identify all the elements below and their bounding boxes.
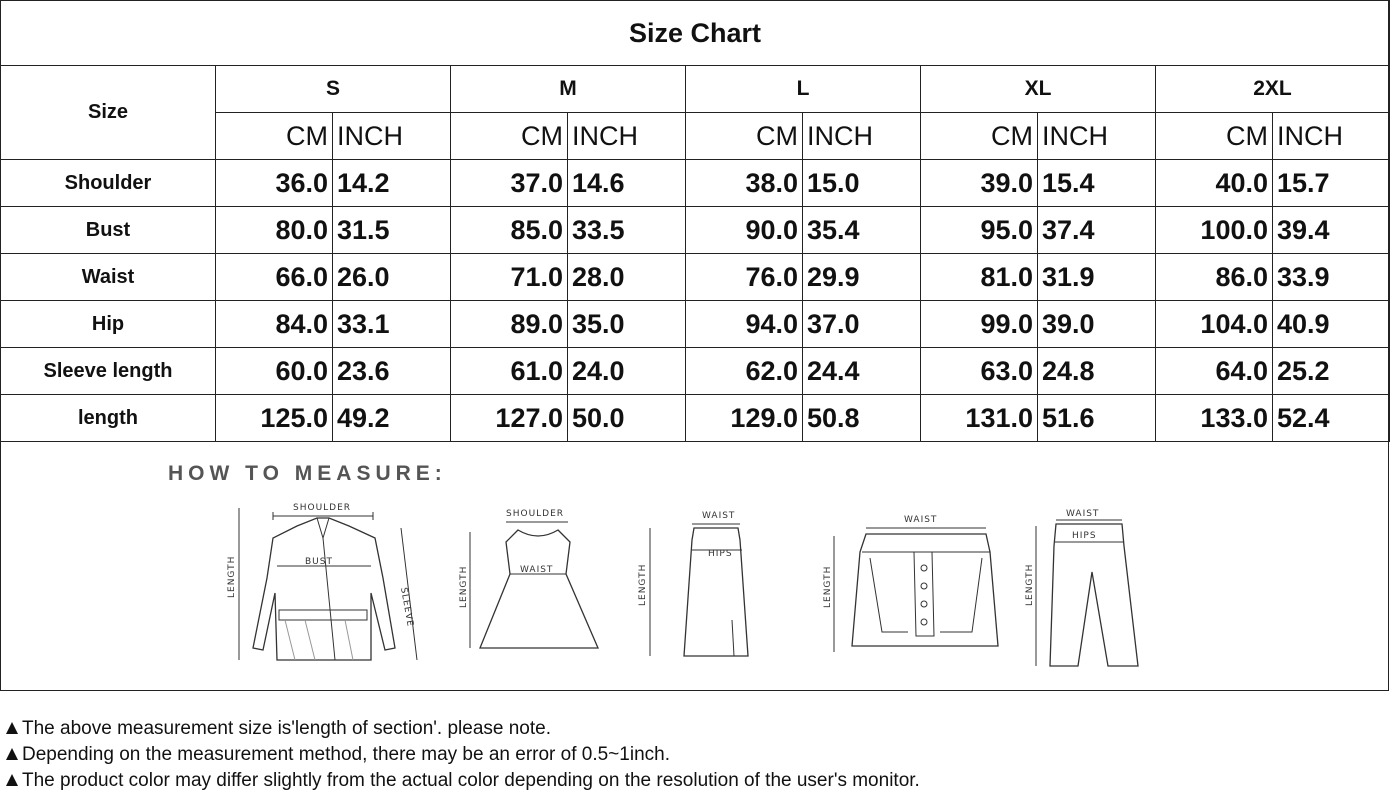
cm-value: 84.0 xyxy=(216,301,333,348)
inch-value: 14.6 xyxy=(568,160,686,207)
inch-value: 33.1 xyxy=(333,301,451,348)
inch-value: 24.0 xyxy=(568,348,686,395)
cm-value: 90.0 xyxy=(686,207,803,254)
cm-value: 127.0 xyxy=(451,395,568,442)
cm-value: 94.0 xyxy=(686,301,803,348)
skirt-waist-label: WAIST xyxy=(702,511,736,521)
cm-value: 62.0 xyxy=(686,348,803,395)
note-item: The above measurement size is'length of section'. please note. xyxy=(6,716,920,742)
unit-inch: INCH xyxy=(568,113,686,160)
cm-value: 81.0 xyxy=(921,254,1038,301)
inch-value: 24.4 xyxy=(803,348,921,395)
skirt-length-label: LENGTH xyxy=(638,563,648,606)
cm-value: 104.0 xyxy=(1156,301,1273,348)
triangle-bullet-icon xyxy=(6,722,18,734)
cm-value: 36.0 xyxy=(216,160,333,207)
inch-value: 39.0 xyxy=(1038,301,1156,348)
inch-value: 40.9 xyxy=(1273,301,1390,348)
triangle-bullet-icon xyxy=(6,748,18,760)
row-label: Bust xyxy=(1,207,216,254)
skirt-hips-label: HIPS xyxy=(708,549,733,559)
cm-value: 129.0 xyxy=(686,395,803,442)
how-to-measure-heading: HOW TO MEASURE: xyxy=(168,462,447,485)
inch-value: 14.2 xyxy=(333,160,451,207)
inch-value: 35.0 xyxy=(568,301,686,348)
jacket-shoulder-label: SHOULDER xyxy=(293,503,352,513)
cm-value: 76.0 xyxy=(686,254,803,301)
unit-cm: CM xyxy=(921,113,1038,160)
inch-value: 52.4 xyxy=(1273,395,1390,442)
inch-value: 23.6 xyxy=(333,348,451,395)
shorts-waist-label: WAIST xyxy=(904,515,938,525)
unit-inch: INCH xyxy=(1273,113,1390,160)
inch-value: 28.0 xyxy=(568,254,686,301)
cm-value: 99.0 xyxy=(921,301,1038,348)
unit-inch: INCH xyxy=(803,113,921,160)
unit-inch: INCH xyxy=(1038,113,1156,160)
unit-cm: CM xyxy=(216,113,333,160)
inch-value: 50.0 xyxy=(568,395,686,442)
inch-value: 31.5 xyxy=(333,207,451,254)
cm-value: 125.0 xyxy=(216,395,333,442)
cm-value: 60.0 xyxy=(216,348,333,395)
size-header-l: L xyxy=(686,66,921,113)
cm-value: 64.0 xyxy=(1156,348,1273,395)
table-row xyxy=(1,254,1390,301)
cm-value: 85.0 xyxy=(451,207,568,254)
cm-value: 66.0 xyxy=(216,254,333,301)
cm-value: 71.0 xyxy=(451,254,568,301)
table-row xyxy=(1,301,1390,348)
cm-value: 37.0 xyxy=(451,160,568,207)
inch-value: 25.2 xyxy=(1273,348,1390,395)
unit-inch: INCH xyxy=(333,113,451,160)
inch-value: 26.0 xyxy=(333,254,451,301)
inch-value: 37.4 xyxy=(1038,207,1156,254)
dress-shoulder-label: SHOULDER xyxy=(506,509,565,519)
size-header-2xl: 2XL xyxy=(1156,66,1390,113)
cm-value: 61.0 xyxy=(451,348,568,395)
inch-value: 15.0 xyxy=(803,160,921,207)
pants-illustration xyxy=(1026,506,1146,676)
cm-value: 89.0 xyxy=(451,301,568,348)
unit-cm: CM xyxy=(1156,113,1273,160)
row-label: length xyxy=(1,395,216,442)
size-header-xl: XL xyxy=(921,66,1156,113)
inch-value: 35.4 xyxy=(803,207,921,254)
shorts-illustration xyxy=(822,512,1022,667)
unit-cm: CM xyxy=(686,113,803,160)
chart-title: Size Chart xyxy=(1,1,1390,66)
jacket-length-label: LENGTH xyxy=(227,555,237,598)
cm-value: 40.0 xyxy=(1156,160,1273,207)
row-label: Hip xyxy=(1,301,216,348)
cm-value: 131.0 xyxy=(921,395,1038,442)
row-label: Shoulder xyxy=(1,160,216,207)
inch-value: 24.8 xyxy=(1038,348,1156,395)
table-row xyxy=(1,395,1390,442)
cm-value: 38.0 xyxy=(686,160,803,207)
note-item: The product color may differ slightly from the actual color depending on the resolution of the user's monitor. xyxy=(6,768,920,794)
cm-value: 133.0 xyxy=(1156,395,1273,442)
cm-value: 63.0 xyxy=(921,348,1038,395)
dress-waist-label: WAIST xyxy=(520,565,554,575)
size-header-m: M xyxy=(451,66,686,113)
jacket-sleeve-label: SLEEVE xyxy=(398,586,415,628)
inch-value: 39.4 xyxy=(1273,207,1390,254)
inch-value: 33.5 xyxy=(568,207,686,254)
notes-list xyxy=(6,716,920,794)
inch-value: 15.7 xyxy=(1273,160,1390,207)
cm-value: 86.0 xyxy=(1156,254,1273,301)
table-row xyxy=(1,348,1390,395)
dress-length-label: LENGTH xyxy=(459,565,469,608)
row-label: Sleeve length xyxy=(1,348,216,395)
shorts-length-label: LENGTH xyxy=(823,565,833,608)
triangle-bullet-icon xyxy=(6,774,18,786)
table-row xyxy=(1,160,1390,207)
inch-value: 37.0 xyxy=(803,301,921,348)
pants-length-label: LENGTH xyxy=(1025,563,1035,606)
cm-value: 95.0 xyxy=(921,207,1038,254)
inch-value: 29.9 xyxy=(803,254,921,301)
skirt-illustration xyxy=(636,510,756,665)
note-item: Depending on the measurement method, there may be an error of 0.5~1inch. xyxy=(6,742,920,768)
cm-value: 80.0 xyxy=(216,207,333,254)
dress-illustration xyxy=(458,508,608,663)
inch-value: 49.2 xyxy=(333,395,451,442)
pants-waist-label: WAIST xyxy=(1066,509,1100,519)
inch-value: 33.9 xyxy=(1273,254,1390,301)
size-header-label: Size xyxy=(1,66,216,160)
size-header-s: S xyxy=(216,66,451,113)
inch-value: 51.6 xyxy=(1038,395,1156,442)
jacket-illustration xyxy=(225,498,425,673)
cm-value: 100.0 xyxy=(1156,207,1273,254)
cm-value: 39.0 xyxy=(921,160,1038,207)
inch-value: 31.9 xyxy=(1038,254,1156,301)
jacket-bust-label: BUST xyxy=(305,557,333,567)
unit-cm: CM xyxy=(451,113,568,160)
inch-value: 15.4 xyxy=(1038,160,1156,207)
table-row xyxy=(1,207,1390,254)
row-label: Waist xyxy=(1,254,216,301)
inch-value: 50.8 xyxy=(803,395,921,442)
pants-hips-label: HIPS xyxy=(1072,531,1097,541)
